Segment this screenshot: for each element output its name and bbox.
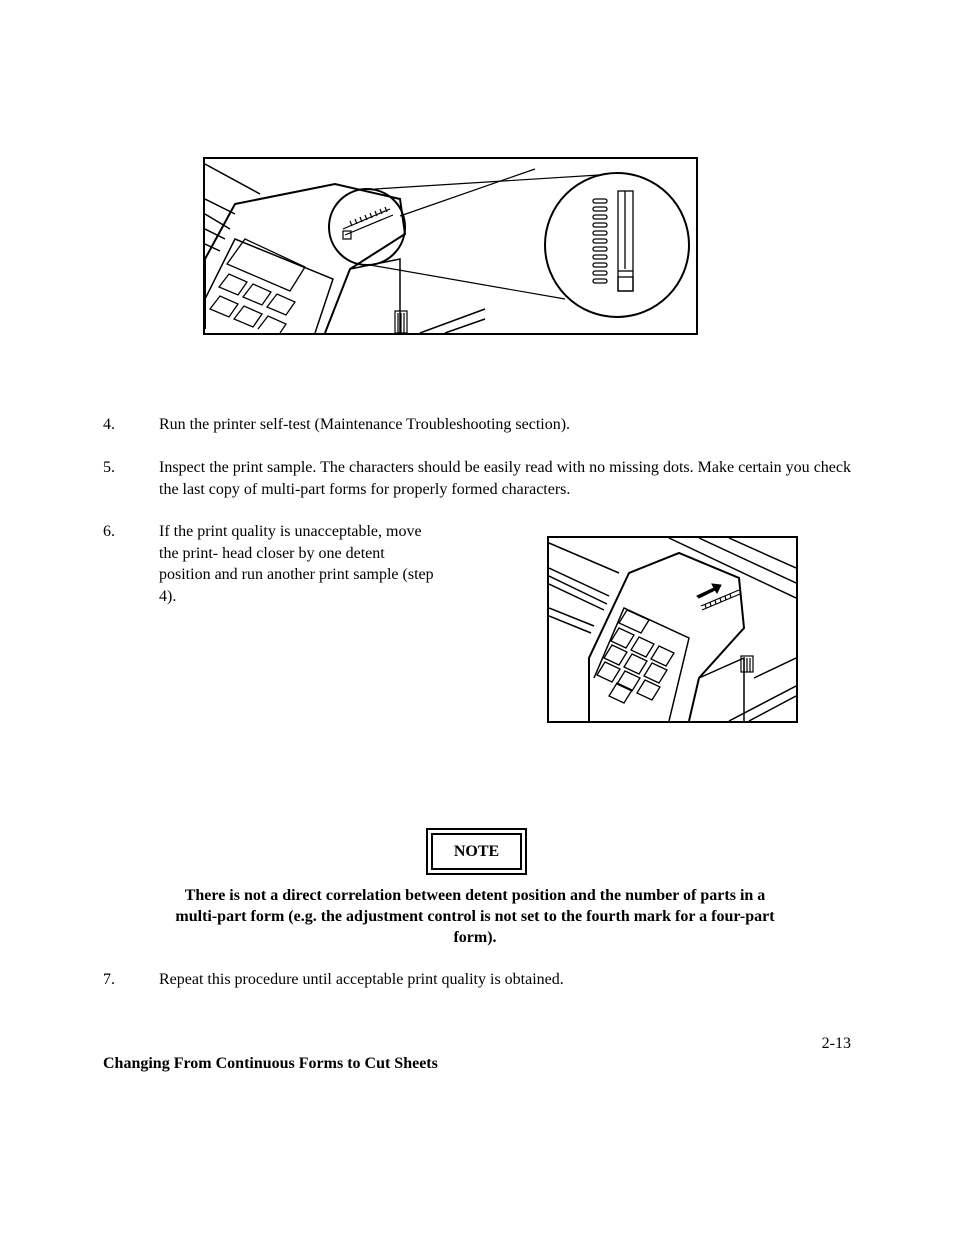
note-label: NOTE (431, 833, 522, 870)
page-number: 2-13 (821, 1035, 851, 1052)
printhead-gap-lever-arrow-illustration (549, 538, 796, 721)
step-5-number: 5. (103, 459, 115, 476)
note-text: There is not a direct correlation between detent position and the number of parts in a multi-part form (e.g. the adjustment control is not set to the fourth mark for a four-part form). (175, 887, 775, 946)
printhead-gap-lever-magnified-illustration (205, 159, 696, 333)
step-4-text: Run the printer self-test (Maintenance Troubleshooting section). (159, 416, 571, 433)
figure-printhead-arrow (547, 536, 798, 723)
step-5-text: Inspect the print sample. The characters should be easily read with no missing dots. Make certain you check the last copy of multi-part forms for properly formed characters. (159, 459, 851, 498)
step-6-number: 6. (103, 523, 115, 540)
step-7-number: 7. (103, 971, 115, 988)
figure-printhead-magnified (203, 157, 698, 335)
step-6-text: If the print quality is unacceptable, move the print- head closer by one detent position and run another print sample (step 4). (159, 523, 434, 605)
note-box (426, 828, 527, 875)
section-heading: Changing From Continuous Forms to Cut Sheets (103, 1055, 438, 1072)
step-7-text: Repeat this procedure until acceptable print quality is obtained. (159, 971, 564, 988)
step-4-number: 4. (103, 416, 115, 433)
